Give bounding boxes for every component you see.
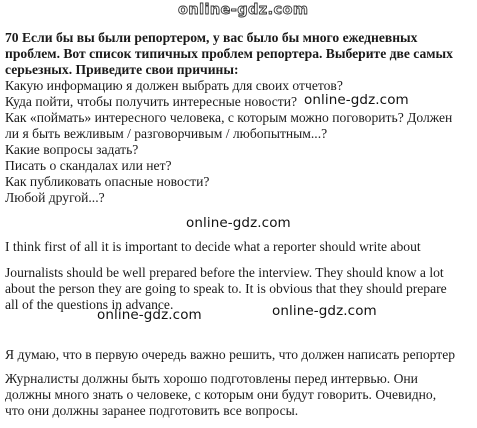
task-heading-line-1: 70 Если бы вы были репортером, у вас было бы много ежедневных: [5, 30, 418, 45]
question-line-7: Как публиковать опасные новости?: [5, 174, 210, 189]
watermark-top: online-gdz.com: [178, 2, 309, 18]
watermark-4: online-gdz.com: [272, 303, 377, 319]
answer-ru-paragraph-2-line-1: Журналисты должны быть хорошо подготовлены перед интервью. Они: [5, 371, 418, 386]
question-line-3: Как «поймать» интересного человека, с которым можно поговорить? Должен: [5, 110, 453, 125]
watermark-2: online-gdz.com: [186, 215, 291, 231]
answer-ru-paragraph-1: Я думаю, что в первую очередь важно решить, что должен написать репортер: [5, 347, 456, 362]
question-line-4: ли я быть вежливым / разговорчивым / любопытным...?: [5, 126, 328, 141]
question-line-8: Любой другой...?: [5, 190, 105, 205]
answer-en-paragraph-2-line-3: all of the questions in advance.: [5, 297, 174, 312]
task-heading-line-2: проблем. Вот список типичных проблем репортера. Выберите две самых: [5, 46, 453, 61]
answer-ru-paragraph-2-line-2: должны много знать о человеке, с которым они будут говорить. Очевидно,: [5, 387, 437, 402]
answer-en-paragraph-2-line-1: Journalists should be well prepared before the interview. They should know a lot: [5, 265, 444, 280]
question-line-1: Какую информацию я должен выбрать для своих отчетов?: [5, 78, 343, 93]
question-line-2: Куда пойти, чтобы получить интересные новости?: [5, 94, 298, 109]
answer-ru-paragraph-2-line-3: что они должны заранее подготовить все вопросы.: [5, 403, 299, 418]
watermark-3: online-gdz.com: [97, 307, 202, 323]
question-line-6: Писать о скандалах или нет?: [5, 158, 172, 173]
answer-en-paragraph-2-line-2: about the person they are going to speak to. It is obvious that they should prepare: [5, 281, 447, 296]
answer-en-paragraph-1: I think first of all it is important to decide what a reporter should write about: [5, 239, 421, 254]
question-line-5: Какие вопросы задать?: [5, 142, 139, 157]
watermark-1: online-gdz.com: [304, 92, 409, 108]
task-heading-line-3: серьезных. Приведите свои причины:: [5, 62, 239, 77]
